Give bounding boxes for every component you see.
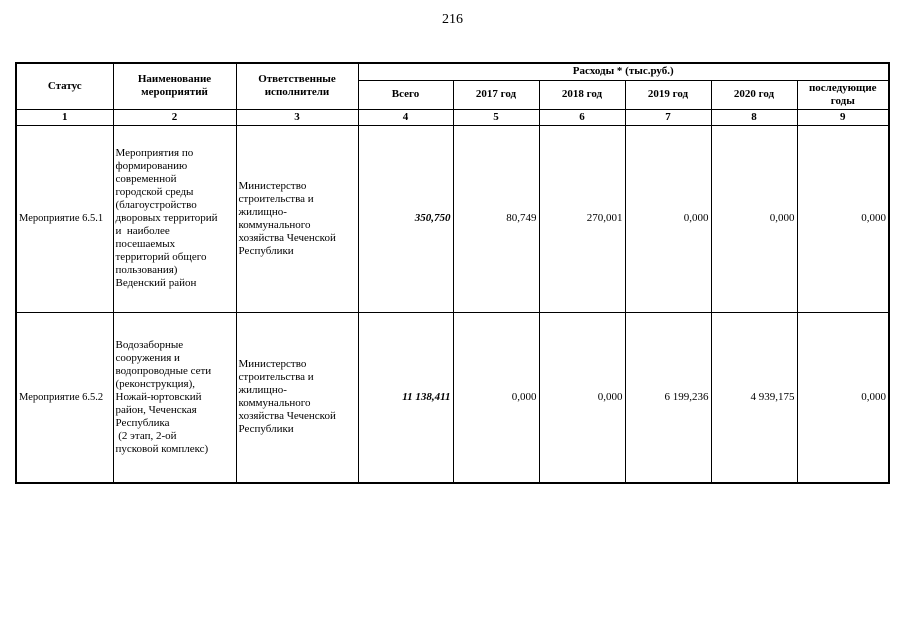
- column-number: 3: [236, 109, 358, 125]
- row-2018: 270,001: [539, 125, 625, 312]
- header-2018: 2018 год: [539, 80, 625, 109]
- table-row: [16, 125, 889, 312]
- column-number: 2: [113, 109, 236, 125]
- header-expenses: Расходы * (тыс.руб.): [358, 63, 889, 80]
- column-number-row: [16, 109, 889, 125]
- page-number: 216: [442, 12, 463, 27]
- table-row: [16, 312, 889, 483]
- row-2020: 4 939,175: [711, 312, 797, 483]
- row-later: 0,000: [797, 312, 889, 483]
- row-status: Мероприятие 6.5.1: [16, 125, 113, 312]
- column-number: 6: [539, 109, 625, 125]
- header-2019: 2019 год: [625, 80, 711, 109]
- row-2017: 0,000: [453, 312, 539, 483]
- budget-table: [15, 62, 890, 484]
- column-number: 8: [711, 109, 797, 125]
- column-number: 5: [453, 109, 539, 125]
- row-name: [113, 312, 236, 483]
- row-executors: [236, 312, 358, 483]
- column-number: 9: [797, 109, 889, 125]
- header-2020: 2020 год: [711, 80, 797, 109]
- row-2017: 80,749: [453, 125, 539, 312]
- header-later: последующие годы: [797, 80, 889, 109]
- row-total: 11 138,411: [358, 312, 453, 483]
- row-name-text: Мероприятия по формированию современной городской среды (благоустройство дворовых территорий и наиболее посешаемых территорий общего пользования) Веденский район: [115, 147, 218, 289]
- header-status: Статус: [16, 63, 113, 109]
- row-executors-text: Министерство строительства и жилищно- коммунального хозяйства Чеченской Республики: [238, 358, 336, 436]
- row-name: [113, 125, 236, 312]
- row-2019: 0,000: [625, 125, 711, 312]
- header-name: Наименование мероприятий: [113, 63, 236, 109]
- column-number: 1: [16, 109, 113, 125]
- header-total: Всего: [358, 80, 453, 109]
- column-number: 7: [625, 109, 711, 125]
- row-2020: 0,000: [711, 125, 797, 312]
- row-status: Мероприятие 6.5.2: [16, 312, 113, 483]
- row-executors: [236, 125, 358, 312]
- row-total: 350,750: [358, 125, 453, 312]
- header-executors: Ответственные исполнители: [236, 63, 358, 109]
- row-executors-text: Министерство строительства и жилищно- коммунального хозяйства Чеченской Республики: [238, 179, 336, 257]
- row-name-text: Водозаборные сооружения и водопроводные сети (реконструкция), Ножай-юртовский район, Чеченская Республика (2 этап, 2-ой пусковой комплекс): [115, 338, 212, 455]
- row-2019: 6 199,236: [625, 312, 711, 483]
- column-number: 4: [358, 109, 453, 125]
- row-2018: 0,000: [539, 312, 625, 483]
- row-later: 0,000: [797, 125, 889, 312]
- header-2017: 2017 год: [453, 80, 539, 109]
